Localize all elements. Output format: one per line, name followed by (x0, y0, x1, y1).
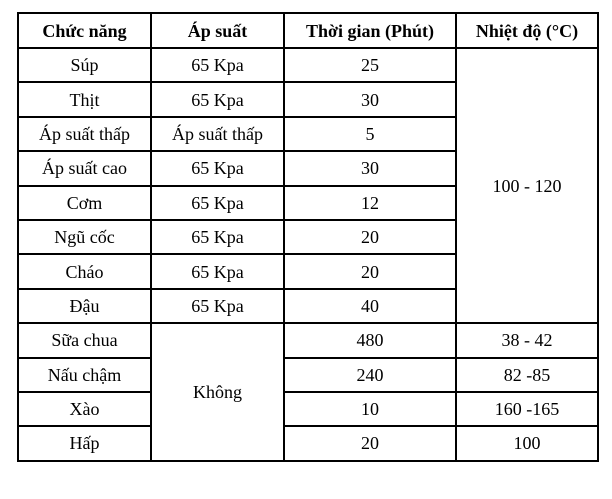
cell-pressure: Áp suất thấp (151, 117, 284, 151)
cell-temperature: 160 -165 (456, 392, 598, 426)
cell-time: 240 (284, 358, 456, 392)
cell-function: Đậu (18, 289, 151, 323)
table-row (18, 358, 598, 392)
table-row (18, 323, 598, 357)
cell-temperature-merged: 100 - 120 (456, 48, 598, 323)
cell-temperature: 100 (456, 426, 598, 460)
cell-time: 30 (284, 82, 456, 116)
cell-function: Súp (18, 48, 151, 82)
cell-time: 20 (284, 254, 456, 288)
cell-function: Áp suất cao (18, 151, 151, 185)
cell-function: Sữa chua (18, 323, 151, 357)
cell-temperature: 38 - 42 (456, 323, 598, 357)
cell-function: Ngũ cốc (18, 220, 151, 254)
cell-pressure: 65 Kpa (151, 254, 284, 288)
cell-pressure: 65 Kpa (151, 186, 284, 220)
cell-function: Hấp (18, 426, 151, 460)
table-row (18, 426, 598, 460)
cell-time: 25 (284, 48, 456, 82)
cell-pressure: 65 Kpa (151, 220, 284, 254)
cell-time: 20 (284, 220, 456, 254)
cell-time: 480 (284, 323, 456, 357)
cell-time: 40 (284, 289, 456, 323)
cell-pressure: 65 Kpa (151, 151, 284, 185)
cell-temperature: 82 -85 (456, 358, 598, 392)
cell-time: 10 (284, 392, 456, 426)
cell-function: Nấu chậm (18, 358, 151, 392)
cell-time: 12 (284, 186, 456, 220)
header-pressure: Áp suất (151, 13, 284, 48)
cell-function: Cháo (18, 254, 151, 288)
cell-pressure: 65 Kpa (151, 48, 284, 82)
table-row (18, 392, 598, 426)
cell-time: 30 (284, 151, 456, 185)
cell-function: Thịt (18, 82, 151, 116)
cell-pressure-merged: Không (151, 323, 284, 461)
header-time: Thời gian (Phút) (284, 13, 456, 48)
cell-time: 5 (284, 117, 456, 151)
header-row (18, 13, 598, 48)
cell-function: Xào (18, 392, 151, 426)
cooking-function-table (17, 12, 599, 462)
cell-function: Cơm (18, 186, 151, 220)
cell-time: 20 (284, 426, 456, 460)
header-function: Chức năng (18, 13, 151, 48)
cell-pressure: 65 Kpa (151, 289, 284, 323)
table-row (18, 48, 598, 82)
cell-function: Áp suất thấp (18, 117, 151, 151)
header-temperature: Nhiệt độ (°C) (456, 13, 598, 48)
cell-pressure: 65 Kpa (151, 82, 284, 116)
